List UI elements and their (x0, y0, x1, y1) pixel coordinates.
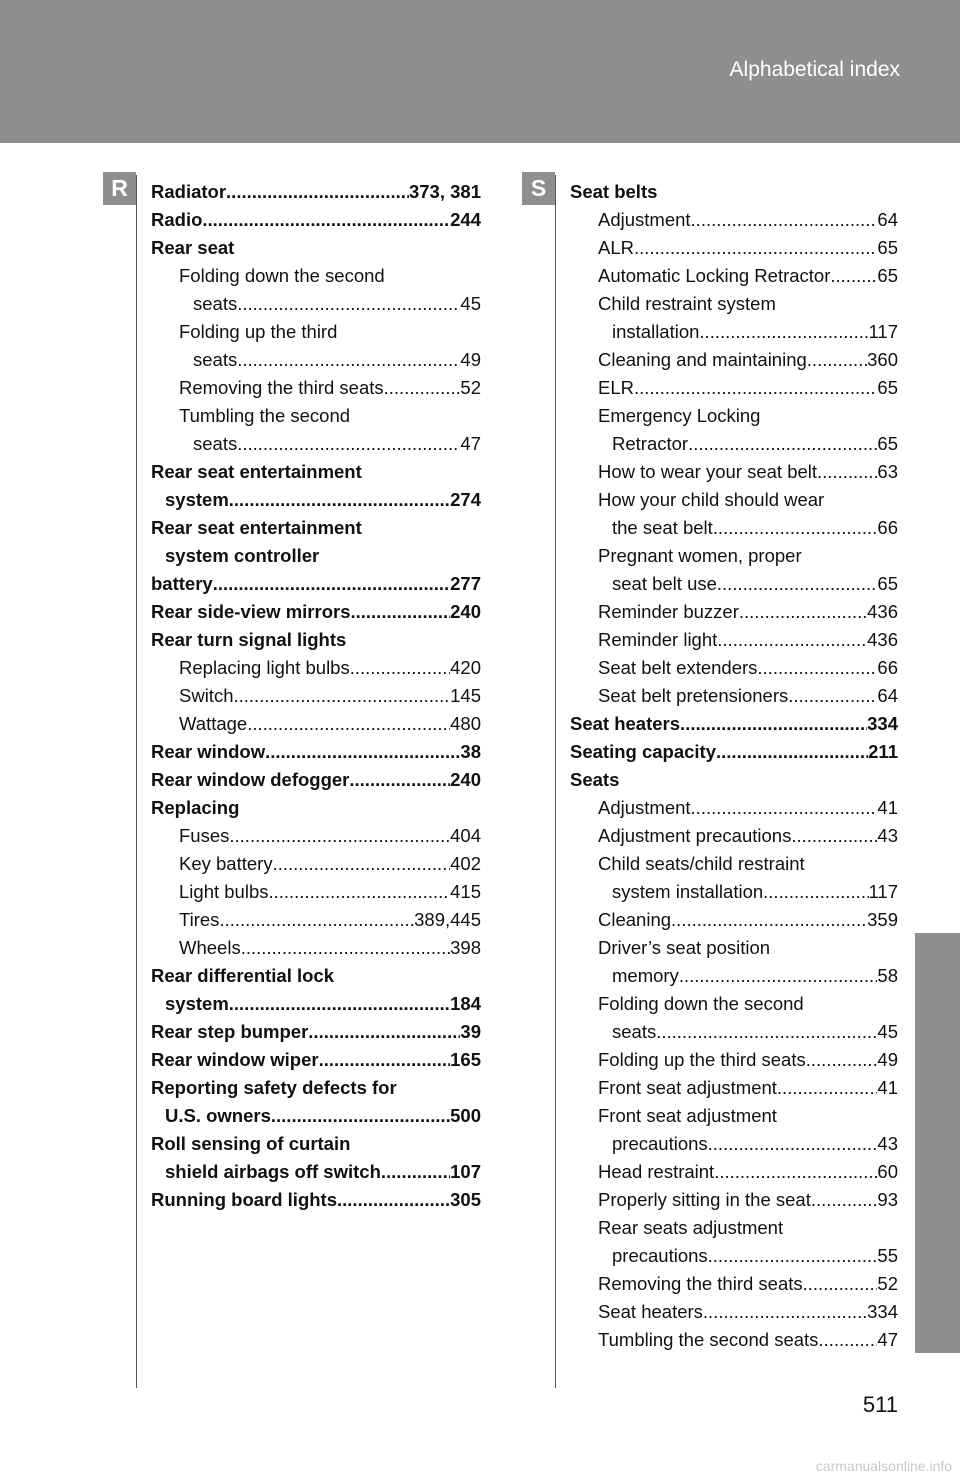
index-subheading: Tumbling the second (179, 405, 351, 426)
index-entry (570, 1074, 898, 1102)
index-term: Seat belt pretensioners (598, 685, 789, 706)
letter-heading-r: R (103, 172, 136, 205)
dot-leader (806, 1046, 878, 1074)
dot-leader (265, 738, 460, 766)
dot-leader (717, 626, 867, 654)
index-page-ref: 49 (460, 349, 481, 370)
dot-leader (229, 486, 450, 514)
index-term: Wheels (179, 937, 241, 958)
index-term: system (165, 993, 229, 1014)
index-term: Seat heaters (598, 1301, 703, 1322)
dot-leader (237, 346, 460, 374)
section-title: Alphabetical index (729, 58, 900, 81)
dot-leader (226, 178, 409, 206)
index-term: Removing the third seats (598, 1273, 803, 1294)
index-page-ref: 52 (877, 1273, 898, 1294)
index-column-s (570, 178, 898, 1354)
index-page-ref: 389,445 (414, 909, 481, 930)
dot-leader (634, 374, 877, 402)
dot-leader (818, 1326, 877, 1354)
index-entry (151, 570, 481, 598)
index-heading: Rear seat (151, 237, 235, 258)
index-term: Retractor (612, 433, 689, 454)
index-subheading: Folding down the second (179, 265, 385, 286)
index-term: Seat belt extenders (598, 657, 758, 678)
index-entry (570, 1242, 898, 1270)
index-entry (151, 934, 481, 962)
index-term: Rear step bumper (151, 1021, 309, 1042)
index-term: Reminder light (598, 629, 718, 650)
index-entry (570, 1298, 898, 1326)
index-subheading: Child seats/child restraint (598, 853, 805, 874)
index-page-ref: 415 (450, 881, 481, 902)
index-entry (570, 458, 898, 486)
index-heading: Rear turn signal lights (151, 629, 347, 650)
index-entry (151, 710, 481, 738)
index-subheading: Rear seats adjustment (598, 1217, 784, 1238)
watermark-text: carmanualsonline.info (815, 1458, 952, 1474)
index-term: Light bulbs (179, 881, 269, 902)
index-page-ref: 66 (877, 657, 898, 678)
index-term: Key battery (179, 853, 273, 874)
index-page-ref: 63 (877, 461, 898, 482)
index-entry (570, 430, 898, 458)
index-term: U.S. owners (165, 1105, 271, 1126)
index-page-ref: 38 (460, 741, 481, 762)
dot-leader (202, 206, 450, 234)
index-page-ref: 107 (450, 1161, 481, 1182)
index-entry (151, 906, 481, 934)
index-page-ref: 360 (867, 349, 898, 370)
dot-leader (247, 710, 450, 738)
index-term: seats (612, 1021, 657, 1042)
dot-leader (699, 318, 868, 346)
index-page-ref: 420 (450, 657, 481, 678)
dot-leader (757, 654, 877, 682)
index-heading: Seats (570, 769, 620, 790)
index-term: Tires (179, 909, 220, 930)
index-term: Tumbling the second seats (598, 1329, 819, 1350)
index-term: seat belt use (612, 573, 717, 594)
index-entry (151, 598, 481, 626)
index-page-ref: 117 (868, 321, 898, 342)
dot-leader (679, 962, 878, 990)
index-entry (570, 234, 898, 262)
index-page-ref: 93 (877, 1189, 898, 1210)
index-term: Wattage (179, 713, 248, 734)
index-entry (151, 346, 481, 374)
index-term: Replacing light bulbs (179, 657, 350, 678)
index-entry (151, 850, 481, 878)
index-term: Automatic Locking Retractor (598, 265, 831, 286)
index-subheading: Folding down the second (598, 993, 804, 1014)
index-page-ref: 47 (460, 433, 481, 454)
dot-leader (788, 682, 877, 710)
dot-leader (717, 570, 878, 598)
index-column-r (151, 178, 481, 1214)
index-term: system (165, 489, 229, 510)
index-entry (570, 1046, 898, 1074)
dot-leader (337, 1186, 450, 1214)
dot-leader (229, 990, 450, 1018)
index-entry (151, 374, 481, 402)
index-page-ref: 65 (877, 265, 898, 286)
dot-leader (268, 878, 450, 906)
index-term: Rear window wiper (151, 1049, 319, 1070)
index-entry (570, 682, 898, 710)
index-entry (570, 878, 898, 906)
index-entry (151, 1018, 481, 1046)
index-entry (570, 822, 898, 850)
dot-leader (688, 430, 877, 458)
index-entry (570, 1158, 898, 1186)
index-term: seats (193, 293, 238, 314)
index-term: the seat belt (612, 517, 713, 538)
index-term: seats (193, 433, 238, 454)
index-page-ref: 65 (877, 573, 898, 594)
dot-leader (634, 234, 877, 262)
index-entry (570, 738, 898, 766)
index-term: Reminder buzzer (598, 601, 739, 622)
index-page-ref: 58 (877, 965, 898, 986)
dot-leader (791, 822, 877, 850)
dot-leader (271, 1102, 450, 1130)
index-page-ref: 211 (868, 741, 898, 762)
index-term: shield airbags off switch (165, 1161, 381, 1182)
dot-leader (803, 1270, 878, 1298)
index-term: Rear side-view mirrors (151, 601, 351, 622)
index-page-ref: 402 (450, 853, 481, 874)
dot-leader (777, 1074, 878, 1102)
index-page-ref: 41 (877, 797, 898, 818)
index-page-ref: 145 (450, 685, 481, 706)
index-term: Rear window (151, 741, 266, 762)
index-page-ref: 165 (450, 1049, 481, 1070)
index-page-ref: 305 (450, 1189, 481, 1210)
dot-leader (219, 906, 414, 934)
index-page-ref: 373, 381 (408, 181, 481, 202)
index-term: Running board lights (151, 1189, 338, 1210)
index-page-ref: 43 (877, 825, 898, 846)
index-term: Removing the third seats (179, 377, 384, 398)
index-entry (151, 682, 481, 710)
index-entry (570, 318, 898, 346)
index-term: system installation (612, 881, 764, 902)
index-term: ELR (598, 377, 634, 398)
index-term: precautions (612, 1133, 708, 1154)
index-page-ref: 39 (460, 1021, 481, 1042)
index-page-ref: 64 (877, 209, 898, 230)
index-subheading: Emergency Locking (598, 405, 761, 426)
dot-leader (308, 1018, 460, 1046)
index-entry (151, 654, 481, 682)
index-entry (570, 346, 898, 374)
index-entry (570, 570, 898, 598)
index-term: Switch (179, 685, 234, 706)
index-page-ref: 47 (877, 1329, 898, 1350)
index-entry (151, 1158, 481, 1186)
index-page-ref: 334 (867, 713, 898, 734)
index-page-ref: 244 (450, 209, 481, 230)
index-subheading: Folding up the third (179, 321, 338, 342)
index-heading: Replacing (151, 797, 240, 818)
index-term: precautions (612, 1245, 708, 1266)
index-heading: system controller (165, 545, 320, 566)
index-entry (570, 206, 898, 234)
index-entry (570, 626, 898, 654)
index-term: Seat heaters (570, 713, 681, 734)
index-term: seats (193, 349, 238, 370)
dot-leader (691, 206, 878, 234)
index-page-ref: 398 (450, 937, 481, 958)
dot-leader (708, 1130, 878, 1158)
index-entry (570, 794, 898, 822)
dot-leader (656, 1018, 877, 1046)
dot-leader (811, 1186, 878, 1214)
index-term: Seating capacity (570, 741, 717, 762)
index-page-ref: 65 (877, 377, 898, 398)
index-term: battery (151, 573, 213, 594)
index-page-ref: 45 (877, 1021, 898, 1042)
index-entry (151, 206, 481, 234)
index-term: Folding up the third seats (598, 1049, 806, 1070)
index-entry (151, 766, 481, 794)
index-page-ref: 240 (450, 769, 481, 790)
index-entry (570, 906, 898, 934)
column-divider-left (136, 175, 137, 1388)
index-entry (151, 178, 481, 206)
dot-leader (349, 766, 450, 794)
index-page-ref: 359 (867, 909, 898, 930)
index-entry (151, 1046, 481, 1074)
index-page-ref: 277 (450, 573, 481, 594)
index-subheading: Pregnant women, proper (598, 545, 802, 566)
index-entry (151, 822, 481, 850)
dot-leader (817, 458, 877, 486)
index-entry (151, 878, 481, 906)
index-entry (570, 710, 898, 738)
section-side-tab (915, 933, 960, 1353)
index-entry (570, 962, 898, 990)
index-entry (151, 1102, 481, 1130)
index-entry (570, 374, 898, 402)
index-term: Rear window defogger (151, 769, 350, 790)
index-page-ref: 274 (450, 489, 481, 510)
dot-leader (319, 1046, 451, 1074)
dot-leader (807, 346, 867, 374)
index-heading: Rear seat entertainment (151, 461, 362, 482)
index-page-ref: 41 (877, 1077, 898, 1098)
index-page-ref: 436 (867, 601, 898, 622)
index-subheading: Driver’s seat position (598, 937, 771, 958)
dot-leader (680, 710, 867, 738)
dot-leader (830, 262, 877, 290)
dot-leader (713, 514, 878, 542)
index-term: ALR (598, 237, 634, 258)
index-entry (570, 1326, 898, 1354)
index-entry (151, 1186, 481, 1214)
index-term: installation (612, 321, 700, 342)
dot-leader (739, 598, 867, 626)
index-term: memory (612, 965, 679, 986)
index-term: Cleaning (598, 909, 672, 930)
dot-leader (237, 290, 460, 318)
dot-leader (234, 682, 451, 710)
index-page-ref: 66 (877, 517, 898, 538)
index-page-ref: 64 (877, 685, 898, 706)
index-page-ref: 65 (877, 433, 898, 454)
dot-leader (241, 934, 450, 962)
index-page-ref: 240 (450, 601, 481, 622)
index-term: Adjustment precautions (598, 825, 792, 846)
dot-leader (237, 430, 460, 458)
index-entry (151, 990, 481, 1018)
dot-leader (714, 1158, 877, 1186)
index-term: Radio (151, 209, 203, 230)
index-term: Properly sitting in the seat (598, 1189, 811, 1210)
index-page-ref: 184 (450, 993, 481, 1014)
index-term: Radiator (151, 181, 227, 202)
dot-leader (708, 1242, 878, 1270)
index-heading: Reporting safety defects for (151, 1077, 397, 1098)
dot-leader (763, 878, 868, 906)
index-page-ref: 334 (867, 1301, 898, 1322)
index-term: Front seat adjustment (598, 1077, 777, 1098)
dot-leader (213, 570, 450, 598)
index-entry (151, 290, 481, 318)
index-page-ref: 43 (877, 1133, 898, 1154)
index-term: Adjustment (598, 797, 691, 818)
index-entry (570, 262, 898, 290)
index-heading: Roll sensing of curtain (151, 1133, 351, 1154)
index-subheading: Child restraint system (598, 293, 776, 314)
index-subheading: How your child should wear (598, 489, 825, 510)
index-term: Fuses (179, 825, 230, 846)
index-page-ref: 45 (460, 293, 481, 314)
letter-heading-s: S (522, 172, 555, 205)
index-entry (570, 1186, 898, 1214)
index-entry (151, 486, 481, 514)
index-entry (570, 1130, 898, 1158)
index-page-ref: 117 (868, 881, 898, 902)
index-term: How to wear your seat belt (598, 461, 818, 482)
index-page-ref: 500 (450, 1105, 481, 1126)
index-page-ref: 404 (450, 825, 481, 846)
index-heading: Seat belts (570, 181, 658, 202)
index-page-ref: 65 (877, 237, 898, 258)
index-term: Adjustment (598, 209, 691, 230)
page-number: 511 (862, 1392, 898, 1417)
index-page-ref: 52 (460, 377, 481, 398)
index-page-ref: 480 (450, 713, 481, 734)
index-entry (151, 430, 481, 458)
index-entry (570, 654, 898, 682)
index-entry (570, 1018, 898, 1046)
dot-leader (716, 738, 868, 766)
index-entry (570, 598, 898, 626)
dot-leader (703, 1298, 867, 1326)
index-entry (570, 1270, 898, 1298)
dot-leader (691, 794, 878, 822)
dot-leader (229, 822, 450, 850)
column-divider-middle (555, 175, 556, 1388)
index-page-ref: 60 (877, 1161, 898, 1182)
dot-leader (273, 850, 451, 878)
index-entry (151, 738, 481, 766)
index-page-ref: 55 (877, 1245, 898, 1266)
index-subheading: Front seat adjustment (598, 1105, 777, 1126)
page-header (0, 0, 960, 143)
index-heading: Rear differential lock (151, 965, 335, 986)
dot-leader (384, 374, 461, 402)
index-entry (570, 514, 898, 542)
dot-leader (671, 906, 867, 934)
index-page-ref: 49 (877, 1049, 898, 1070)
index-page-ref: 436 (867, 629, 898, 650)
index-term: Cleaning and maintaining (598, 349, 807, 370)
index-term: Head restraint (598, 1161, 715, 1182)
index-heading: Rear seat entertainment (151, 517, 362, 538)
dot-leader (350, 598, 450, 626)
dot-leader (381, 1158, 450, 1186)
dot-leader (350, 654, 450, 682)
